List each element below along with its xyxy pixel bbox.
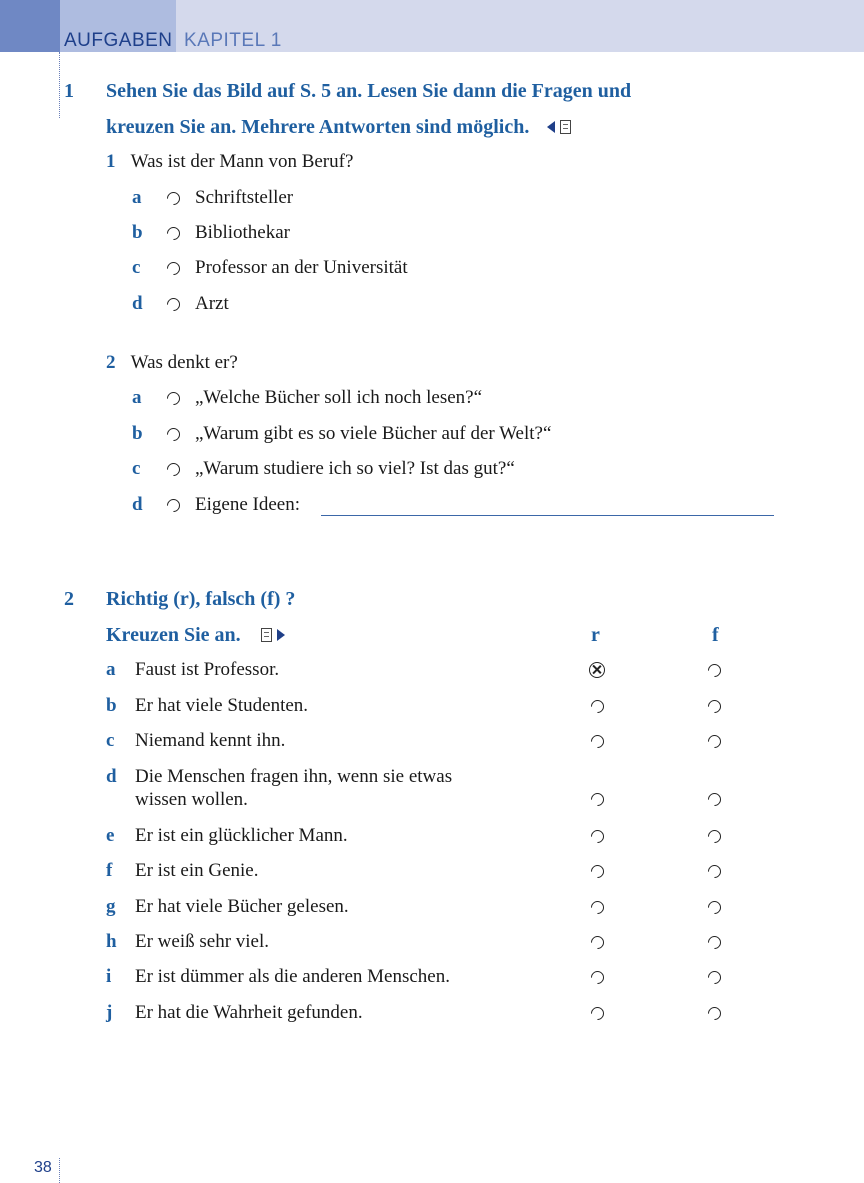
header-section: AUFGABEN (64, 30, 173, 51)
checkbox-circle[interactable] (165, 190, 181, 206)
column-header-f: f (712, 624, 719, 646)
checkbox-f[interactable] (706, 899, 722, 915)
margin-rule-bottom (59, 1158, 60, 1183)
statement-letter: g (106, 896, 116, 917)
statement-letter: i (106, 966, 112, 987)
checkbox-r[interactable] (589, 698, 605, 714)
checkbox-f[interactable] (706, 662, 722, 678)
checkbox-f[interactable] (706, 969, 722, 985)
q1-option-letter: b (132, 222, 143, 243)
question1-row (106, 151, 353, 173)
checkbox-circle[interactable] (165, 390, 181, 406)
audio-forward-icon (277, 629, 285, 641)
checkbox-circle[interactable] (165, 260, 181, 276)
exercise2-title: Richtig (r), falsch (f) ? (106, 588, 296, 610)
statement-letter: a (106, 659, 116, 680)
q2-option-text: „Warum studiere ich so viel? Ist das gut?“ (195, 458, 515, 479)
page-number: 38 (34, 1159, 52, 1176)
exercise1-instruction-line2: kreuzen Sie an. Mehrere Antworten sind möglich. (106, 116, 530, 138)
q2-option-text: „Welche Bücher soll ich noch lesen?“ (195, 387, 483, 408)
question2-number: 2 (106, 352, 116, 373)
statement-text: Er ist dümmer als die anderen Menschen. (135, 966, 450, 987)
checkbox-f[interactable] (706, 698, 722, 714)
statement-letter: c (106, 730, 115, 751)
document-icon (261, 628, 272, 642)
exercise2-number: 2 (64, 588, 74, 610)
statement-letter: d (106, 766, 117, 787)
q2-option-text: Eigene Ideen: (195, 494, 300, 515)
q1-option-letter: c (132, 257, 141, 278)
checkbox-circle[interactable] (165, 296, 181, 312)
checkbox-f[interactable] (706, 863, 722, 879)
statement-text: Er ist ein glücklicher Mann. (135, 825, 348, 846)
statement-text: Niemand kennt ihn. (135, 730, 286, 751)
statement-text: Die Menschen fragen ihn, wenn sie etwas (135, 766, 453, 787)
checkbox-circle[interactable] (165, 426, 181, 442)
statement-letter: f (106, 860, 113, 881)
margin-rule-top (59, 52, 60, 118)
statement-text: Er hat viele Studenten. (135, 695, 309, 716)
checkbox-r[interactable] (589, 828, 605, 844)
q1-option-text: Bibliothekar (195, 222, 290, 243)
checkbox-r[interactable] (589, 899, 605, 915)
q2-option-letter: d (132, 494, 143, 515)
own-ideas-answer-line[interactable] (321, 515, 774, 516)
statement-letter: j (106, 1002, 113, 1023)
exercise1-instruction-line1: Sehen Sie das Bild auf S. 5 an. Lesen Sie dann die Fragen und (106, 80, 632, 102)
checkbox-circle[interactable] (165, 497, 181, 513)
checkbox-f[interactable] (706, 733, 722, 749)
checkbox-r[interactable] (589, 934, 605, 950)
checkbox-r[interactable] (589, 733, 605, 749)
question2-row (106, 352, 238, 374)
checkbox-r[interactable] (589, 969, 605, 985)
exercise2-instruction-row (106, 624, 285, 647)
checkbox-r[interactable] (589, 863, 605, 879)
q1-option-letter: a (132, 187, 142, 208)
column-header-r: r (591, 624, 600, 646)
statement-text-continued: wissen wollen. (135, 789, 248, 810)
header-accent-dark (0, 0, 60, 52)
exercise1-instruction-line2-row (106, 116, 571, 139)
checkbox-f[interactable] (706, 828, 722, 844)
exercise2-instruction: Kreuzen Sie an. (106, 624, 241, 646)
q1-option-text: Professor an der Universität (195, 257, 408, 278)
checkbox-f[interactable] (706, 791, 722, 807)
q2-option-letter: b (132, 423, 143, 444)
audio-back-icon (547, 121, 555, 133)
exercise1-number: 1 (64, 80, 74, 102)
statement-text: Er weiß sehr viel. (135, 931, 270, 952)
document-icon (560, 120, 571, 134)
header-chapter: KAPITEL 1 (184, 30, 282, 51)
checkbox-r[interactable] (589, 791, 605, 807)
q2-option-letter: a (132, 387, 142, 408)
q2-option-text: „Warum gibt es so viele Bücher auf der Welt?“ (195, 423, 552, 444)
q1-option-text: Arzt (195, 293, 229, 314)
statement-letter: e (106, 825, 115, 846)
statement-letter: b (106, 695, 117, 716)
checkbox-f[interactable] (706, 1005, 722, 1021)
question1-number: 1 (106, 151, 116, 172)
q2-option-letter: c (132, 458, 141, 479)
question2-text: Was denkt er? (130, 352, 238, 373)
statement-text: Er hat die Wahrheit gefunden. (135, 1002, 363, 1023)
checkbox-circle[interactable] (165, 461, 181, 477)
statement-text: Er ist ein Genie. (135, 860, 259, 881)
question1-text: Was ist der Mann von Beruf? (130, 151, 354, 172)
q1-option-text: Schriftsteller (195, 187, 294, 208)
statement-text: Er hat viele Bücher gelesen. (135, 896, 349, 917)
q1-option-letter: d (132, 293, 143, 314)
checkbox-r[interactable] (589, 1005, 605, 1021)
checkbox-f[interactable] (706, 934, 722, 950)
statement-text: Faust ist Professor. (135, 659, 280, 680)
checkbox-circle[interactable] (165, 225, 181, 241)
statement-letter: h (106, 931, 117, 952)
checkbox-r-checked[interactable] (589, 662, 605, 678)
